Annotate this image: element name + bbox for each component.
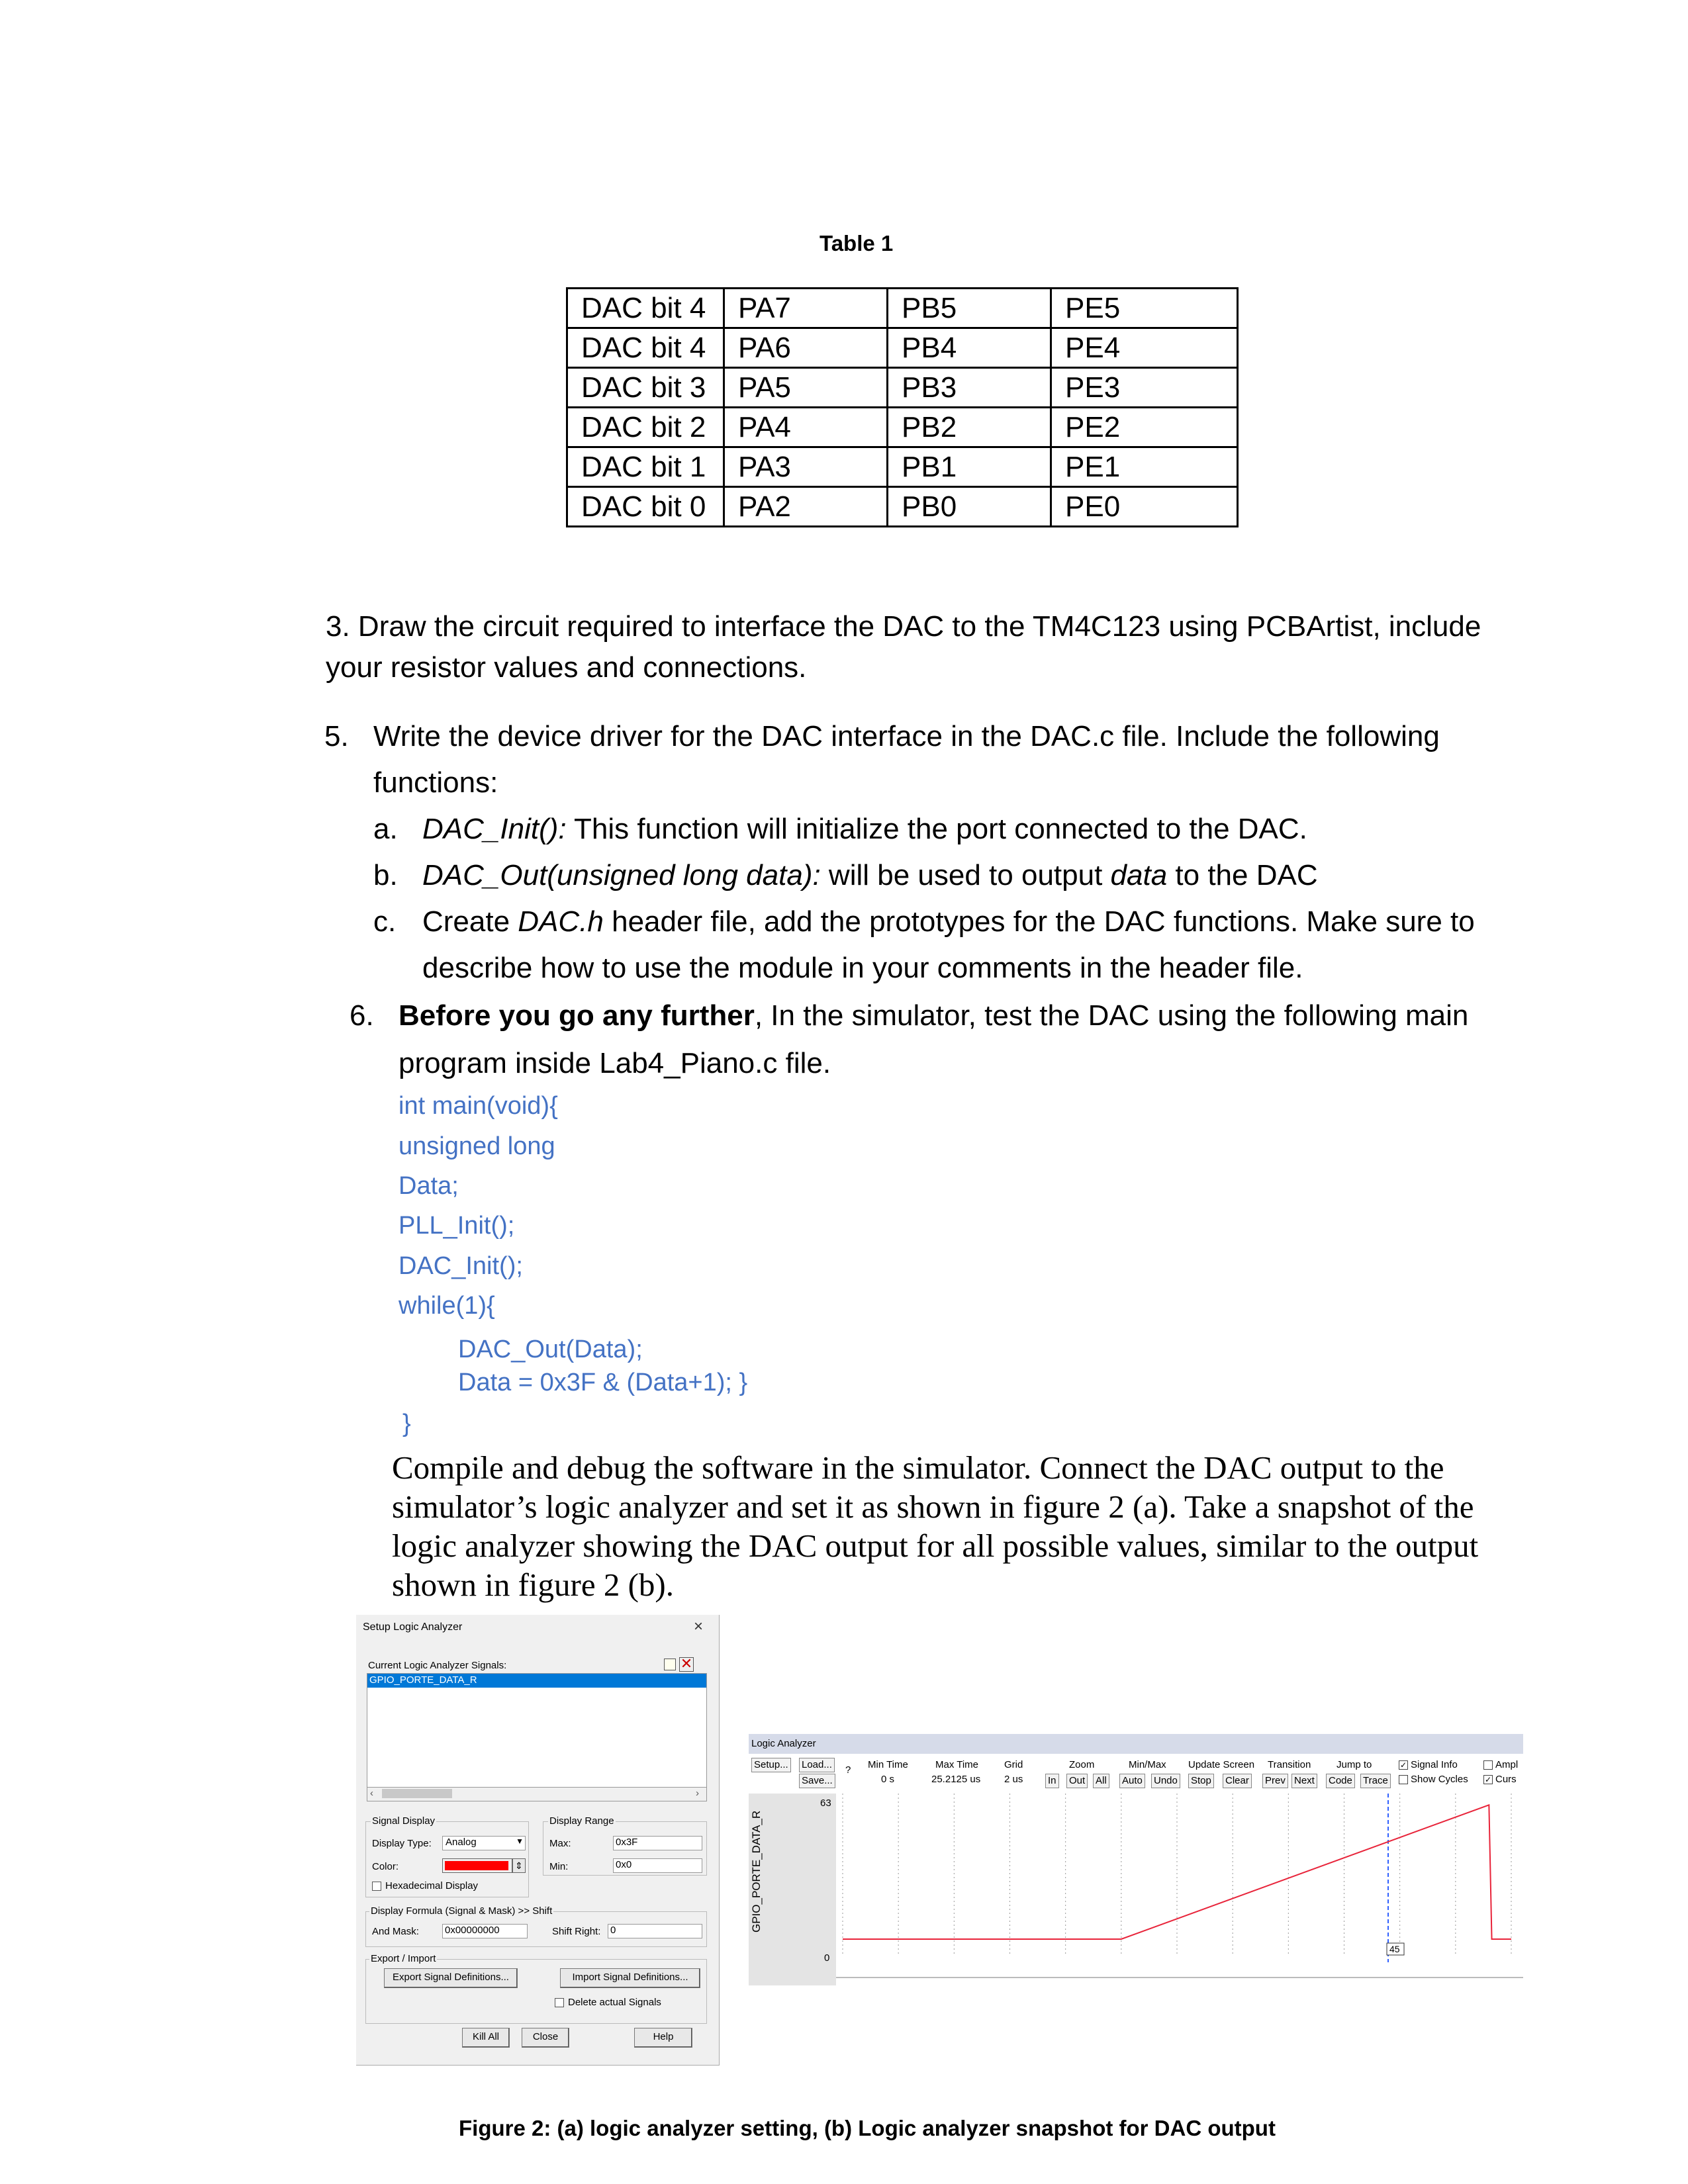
ampl-label: Ampl <box>1495 1759 1519 1770</box>
q5a-number: a. <box>373 813 398 845</box>
table-cell: PA7 <box>724 289 888 328</box>
hex-checkbox[interactable] <box>372 1882 381 1891</box>
ampl-checkbox[interactable] <box>1483 1760 1493 1770</box>
scroll-thumb[interactable] <box>382 1789 452 1798</box>
table-row <box>567 368 1238 408</box>
stop-button[interactable]: Stop <box>1188 1774 1214 1788</box>
table-cell: PB1 <box>888 447 1051 487</box>
zoom-all-button[interactable]: All <box>1093 1774 1109 1788</box>
setup-dialog <box>356 1615 720 2066</box>
min-input[interactable]: 0x0 <box>613 1858 702 1873</box>
analyzer-titlebar <box>749 1734 1523 1754</box>
y-axis-min: 0 <box>824 1952 830 1964</box>
table-cell: PA5 <box>724 368 888 408</box>
update-screen-label: Update Screen <box>1188 1759 1255 1770</box>
q6-line1 <box>399 995 1468 1036</box>
para-line-3: logic analyzer showing the DAC output for all possible values, similar to the output <box>392 1527 1479 1564</box>
color-label: Color: <box>372 1861 399 1872</box>
table-row <box>567 487 1238 527</box>
signal-list[interactable] <box>367 1673 707 1800</box>
min-label: Min: <box>549 1861 569 1872</box>
setup-title: Setup Logic Analyzer <box>363 1621 463 1633</box>
undo-button[interactable]: Undo <box>1151 1774 1180 1788</box>
para-line-1: Compile and debug the software in the simulator. Connect the DAC output to the <box>392 1449 1444 1486</box>
code-line-7: DAC_Out(Data); <box>458 1336 643 1363</box>
max-time-value: 25.2125 us <box>931 1774 981 1785</box>
pin-table <box>566 287 1239 527</box>
help-button[interactable]: Help <box>634 2028 692 2048</box>
signal-info-checkbox[interactable]: ✓ <box>1399 1760 1407 1770</box>
signal-list-item[interactable]: GPIO_PORTE_DATA_R <box>367 1674 706 1688</box>
display-type-value: Analog <box>445 1837 477 1848</box>
q3-line1: 3. Draw the circuit required to interface the DAC to the TM4C123 using PCBArtist, include <box>326 610 1481 643</box>
max-input[interactable]: 0x3F <box>613 1836 702 1850</box>
logic-analyzer-window <box>749 1734 1523 1985</box>
table-cell: PA3 <box>724 447 888 487</box>
export-button[interactable]: Export Signal Definitions... <box>384 1968 518 1988</box>
signal-display-label: Signal Display <box>372 1815 436 1827</box>
table-cell: DAC bit 0 <box>567 487 724 527</box>
table-cell: PA6 <box>724 328 888 368</box>
q5b-data: data <box>1110 859 1168 891</box>
q5-number: 5. <box>324 720 349 752</box>
q5c-number: c. <box>373 905 397 938</box>
shift-right-label: Shift Right: <box>552 1926 601 1937</box>
code-line-1: int main(void){ <box>399 1092 558 1120</box>
display-type-label: Display Type: <box>372 1838 432 1849</box>
transition-label: Transition <box>1268 1759 1311 1770</box>
table-row <box>567 328 1238 368</box>
curs-label: Curs <box>1495 1774 1517 1785</box>
table-row <box>567 408 1238 447</box>
analyzer-setup-button[interactable]: Setup... <box>751 1758 791 1772</box>
display-range-label: Display Range <box>549 1815 614 1827</box>
analyzer-save-button[interactable]: Save... <box>799 1774 835 1788</box>
and-mask-label: And Mask: <box>372 1926 419 1937</box>
show-cycles-checkbox[interactable] <box>1399 1775 1408 1784</box>
q5c-line2: describe how to use the module in your comments in the header file. <box>422 952 1303 984</box>
table-cell: PB2 <box>888 408 1051 447</box>
setup-close-icon[interactable]: × <box>694 1617 704 1635</box>
table-cell: PA4 <box>724 408 888 447</box>
table-cell: PB4 <box>888 328 1051 368</box>
formula-label: Display Formula (Signal & Mask) >> Shift <box>371 1905 553 1917</box>
grid-value: 2 us <box>1004 1774 1023 1785</box>
analyzer-load-button[interactable]: Load... <box>799 1758 835 1772</box>
next-button[interactable]: Next <box>1291 1774 1317 1788</box>
zoom-out-button[interactable]: Out <box>1066 1774 1088 1788</box>
grid-label: Grid <box>1004 1759 1023 1770</box>
code-line-5: DAC_Init(); <box>399 1252 523 1280</box>
scroll-right-icon[interactable]: › <box>696 1788 699 1799</box>
code-line-4: PLL_Init(); <box>399 1212 515 1240</box>
table-cell: PA2 <box>724 487 888 527</box>
current-signals-label: Current Logic Analyzer Signals: <box>368 1660 507 1671</box>
auto-button[interactable]: Auto <box>1119 1774 1145 1788</box>
q3-line2: your resistor values and connections. <box>326 651 807 684</box>
table-cell: PB3 <box>888 368 1051 408</box>
q5a-text <box>422 809 1307 850</box>
analyzer-title: Logic Analyzer <box>751 1738 816 1749</box>
table-cell: DAC bit 4 <box>567 289 724 328</box>
zoom-in-button[interactable]: In <box>1045 1774 1059 1788</box>
curs-checkbox[interactable]: ✓ <box>1484 1775 1492 1784</box>
color-swatch[interactable] <box>442 1858 512 1873</box>
table-cell: PE4 <box>1051 328 1238 368</box>
shift-right-input[interactable]: 0 <box>608 1924 702 1938</box>
clear-button[interactable]: Clear <box>1223 1774 1252 1788</box>
table-cell: PE2 <box>1051 408 1238 447</box>
table-row <box>567 447 1238 487</box>
q5c-file: DAC.h <box>518 905 604 938</box>
y-axis-max: 63 <box>820 1797 831 1809</box>
table-cell: PB5 <box>888 289 1051 328</box>
q5c-text <box>422 901 1475 942</box>
trace-button[interactable]: Trace <box>1360 1774 1391 1788</box>
table-cell: DAC bit 2 <box>567 408 724 447</box>
analyzer-plot[interactable] <box>836 1794 1523 1985</box>
color-picker-icon[interactable]: ⇕ <box>512 1858 526 1873</box>
display-type-select[interactable] <box>442 1836 526 1850</box>
table-cell: PB0 <box>888 487 1051 527</box>
max-time-label: Max Time <box>935 1759 979 1770</box>
signal-list-scrollbar[interactable] <box>367 1787 707 1801</box>
table-cell: PE1 <box>1051 447 1238 487</box>
table-caption: Table 1 <box>820 231 894 255</box>
code-line-8: Data = 0x3F & (Data+1); } <box>458 1369 748 1396</box>
q6-number: 6. <box>350 999 374 1032</box>
min-time-label: Min Time <box>868 1759 908 1770</box>
close-button[interactable]: Close <box>522 2028 569 2048</box>
cursor-value: 45 <box>1389 1944 1400 1954</box>
delete-signals-label: Delete actual Signals <box>568 1997 661 2008</box>
jump-to-label: Jump to <box>1336 1759 1372 1770</box>
table-cell: DAC bit 4 <box>567 328 724 368</box>
signal-info-label: Signal Info <box>1411 1759 1458 1770</box>
q5b-desc1: will be used to output <box>820 859 1111 891</box>
analyzer-help-icon[interactable]: ? <box>845 1764 851 1776</box>
code-line-6: while(1){ <box>399 1292 495 1320</box>
table-cell: DAC bit 3 <box>567 368 724 408</box>
table-cell: DAC bit 1 <box>567 447 724 487</box>
q5c-desc2: header file, add the prototypes for the DAC functions. Make sure to <box>603 905 1475 938</box>
q5b-func: DAC_Out(unsigned long data): <box>422 859 821 891</box>
q5c-desc1: Create <box>422 905 518 938</box>
analyzer-signal-name: GPIO_PORTE_DATA_R <box>750 1810 763 1933</box>
para-line-4: shown in figure 2 (b). <box>392 1567 674 1603</box>
kill-all-button[interactable]: Kill All <box>462 2028 510 2048</box>
q5a-desc: This function will initialize the port connected to the DAC. <box>566 813 1307 845</box>
q5a-func: DAC_Init(): <box>422 813 567 845</box>
q6-text: , In the simulator, test the DAC using the following main <box>754 999 1469 1032</box>
q6-bold: Before you go any further <box>399 999 755 1032</box>
show-cycles-label: Show Cycles <box>1411 1774 1468 1785</box>
table-cell: PE3 <box>1051 368 1238 408</box>
figure-caption: Figure 2: (a) logic analyzer setting, (b) Logic analyzer snapshot for DAC output <box>459 2116 1276 2140</box>
q5b-desc2: to the DAC <box>1167 859 1318 891</box>
new-signal-icon[interactable] <box>664 1659 676 1670</box>
scroll-left-icon[interactable]: ‹ <box>370 1788 373 1799</box>
and-mask-input[interactable]: 0x00000000 <box>442 1924 528 1938</box>
chevron-down-icon[interactable]: ▼ <box>516 1837 524 1846</box>
prev-button[interactable]: Prev <box>1262 1774 1288 1788</box>
code-line-3: Data; <box>399 1172 459 1200</box>
code-line-9: } <box>402 1410 411 1437</box>
min-time-value: 0 s <box>881 1774 895 1785</box>
max-label: Max: <box>549 1838 571 1849</box>
delete-signals-checkbox[interactable] <box>555 1998 564 2007</box>
import-button[interactable]: Import Signal Definitions... <box>560 1968 700 1988</box>
hex-label: Hexadecimal Display <box>385 1880 479 1891</box>
para-line-2: simulator’s logic analyzer and set it as shown in figure 2 (a). Take a snapshot of the <box>392 1488 1474 1525</box>
delete-signal-icon[interactable]: ✕ <box>680 1655 693 1672</box>
dac-output-trace <box>843 1805 1511 1939</box>
table-cell: PE0 <box>1051 487 1238 527</box>
q5-line2: functions: <box>373 766 498 799</box>
minmax-label: Min/Max <box>1129 1759 1166 1770</box>
table-row <box>567 289 1238 328</box>
zoom-label: Zoom <box>1069 1759 1095 1770</box>
q5-line1: Write the device driver for the DAC interface in the DAC.c file. Include the following <box>373 720 1440 752</box>
code-button[interactable]: Code <box>1326 1774 1355 1788</box>
code-line-2: unsigned long <box>399 1132 555 1160</box>
q5b-number: b. <box>373 859 398 891</box>
q5b-text <box>422 855 1318 896</box>
export-import-label: Export / Import <box>371 1953 436 1964</box>
q6-line2: program inside Lab4_Piano.c file. <box>399 1047 831 1079</box>
table-cell: PE5 <box>1051 289 1238 328</box>
